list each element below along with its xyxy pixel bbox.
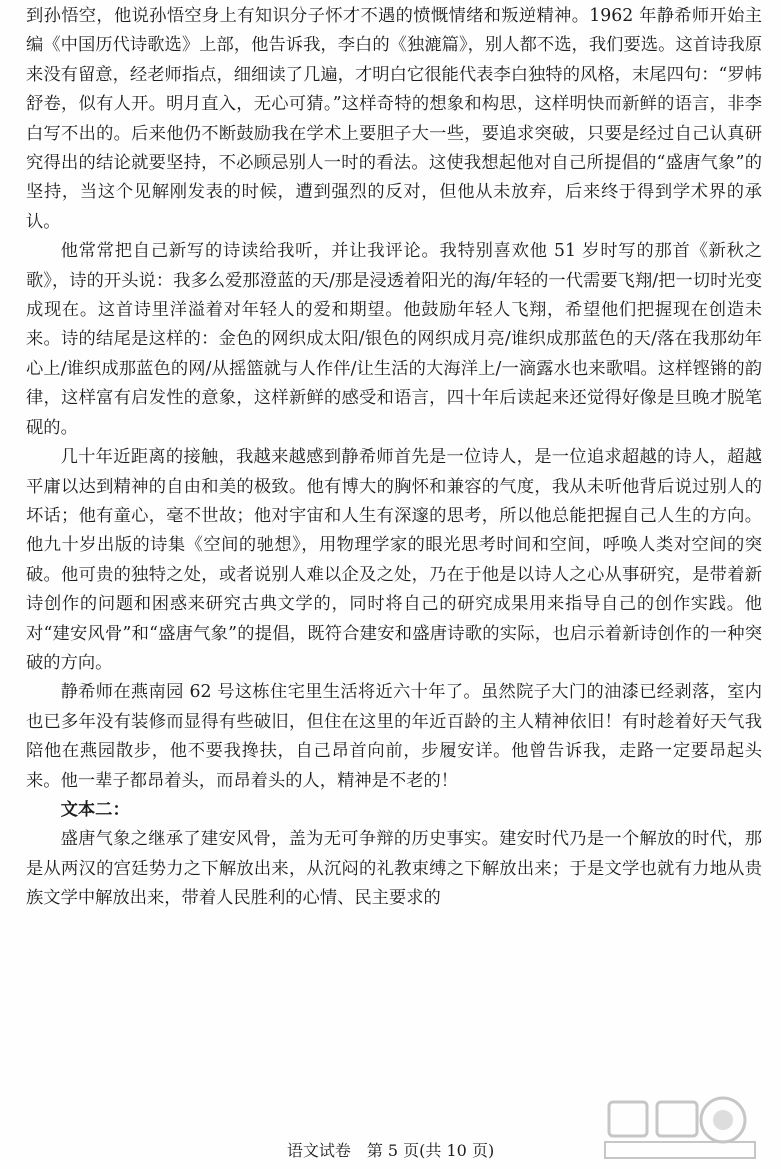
page-footer: 语文试卷 第 5 页(共 10 页)	[286, 1141, 495, 1160]
paragraph-4: 静希师在燕南园 62 号这栋住宅里生活将近六十年了。虽然院子大门的油漆已经剥落，室内也已多年没有装修而显得有些破旧，但住在这里的年近百龄的主人精神依旧！有时趁着好天气我陪他在燕园散步，他不要我搀扶，自己昂首向前，步履安详。他曾告诉我，走路一定要昂起头来。他一辈子都昂着头，而昂着头的人，精神是不老的！	[26, 682, 762, 791]
paragraph-3: 几十年近距离的接触，我越来越感到静希师首先是一位诗人，是一位追求超越的诗人，超越平庸以达到精神的自由和美的极致。他有博大的胸怀和兼容的气度，我从未听他背后说过别人的坏话；他有童心，毫不世故；他对宇宙和人生有深邃的思考，所以他总能把握自己人生的方向。他九十岁出版的诗集《空间的驰想》，用物理学家的眼光思考时间和空间，呼唤人类对空间的突破。他可贵的独特之处，或者说别人难以企及之处，乃在于他是以诗人之心从事研究，是带着新诗创作的问题和困惑来研究古典文学的，同时将自己的研究成果用来指导自己的创作实践。他对“建安风骨”和“盛唐气象”的提倡，既符合建安和盛唐诗歌的实际，也启示着新诗创作的一种突破的方向。	[26, 447, 762, 673]
paragraph-1: 到孙悟空，他说孙悟空身上有知识分子怀才不遇的愤慨情绪和叛逆精神。1962 年静希师开始主编《中国历代诗歌选》上部，他告诉我，李白的《独漉篇》，别人都不选，我们要选。这首诗我原来没有留意，经老师指点，细细读了几遍，才明白它很能代表李白独特的风格，末尾四句：“罗帏舒卷，似有人开。明月直入，无心可猜。”这样奇特的想象和构思，这样明快而新鲜的语言，非李白写不出的。后来他仍不断鼓励我在学术上要胆子大一些，要追求突破，只要是经过自己认真研究得出的结论就要坚持，不必顾忌别人一时的看法。这使我想起他对自己所提倡的“盛唐气象”的坚持，当这个见解刚发表的时候，遭到强烈的反对，但他从未放弃，后来终于得到学术界的承认。	[26, 6, 762, 232]
document-body	[26, 2, 762, 914]
section-heading-text-two: 文本二：	[60, 799, 130, 820]
paragraph-5: 盛唐气象之继承了建安风骨，盖为无可争辩的历史事实。建安时代乃是一个解放的时代，那是从两汉的宫廷势力之下解放出来，从沉闷的礼教束缚之下解放出来；于是文学也就有力地从贵族文学中解放出来，带着人民胜利的心情、民主要求的	[26, 829, 762, 909]
paragraph-2: 他常常把自己新写的诗读给我听，并让我评论。我特别喜欢他 51 岁时写的那首《新秋之歌》，诗的开头说：我多么爱那澄蓝的天/那是浸透着阳光的海/年轻的一代需要飞翔/把一切时光变成现在。这首诗里洋溢着对年轻人的爱和期望。他鼓励年轻人飞翔，希望他们把握现在创造未来。诗的结尾是这样的：金色的网织成太阳/银色的网织成月亮/谁织成那蓝色的天/落在我那幼年心上/谁织成那蓝色的网/从摇篮就与人作伴/让生活的大海洋上/一滴露水也来歌唱。这样铿锵的韵律，这样富有启发性的意象，这样新鲜的感受和语言，四十年后读起来还觉得好像是旦晚才脱笔砚的。	[26, 241, 762, 438]
